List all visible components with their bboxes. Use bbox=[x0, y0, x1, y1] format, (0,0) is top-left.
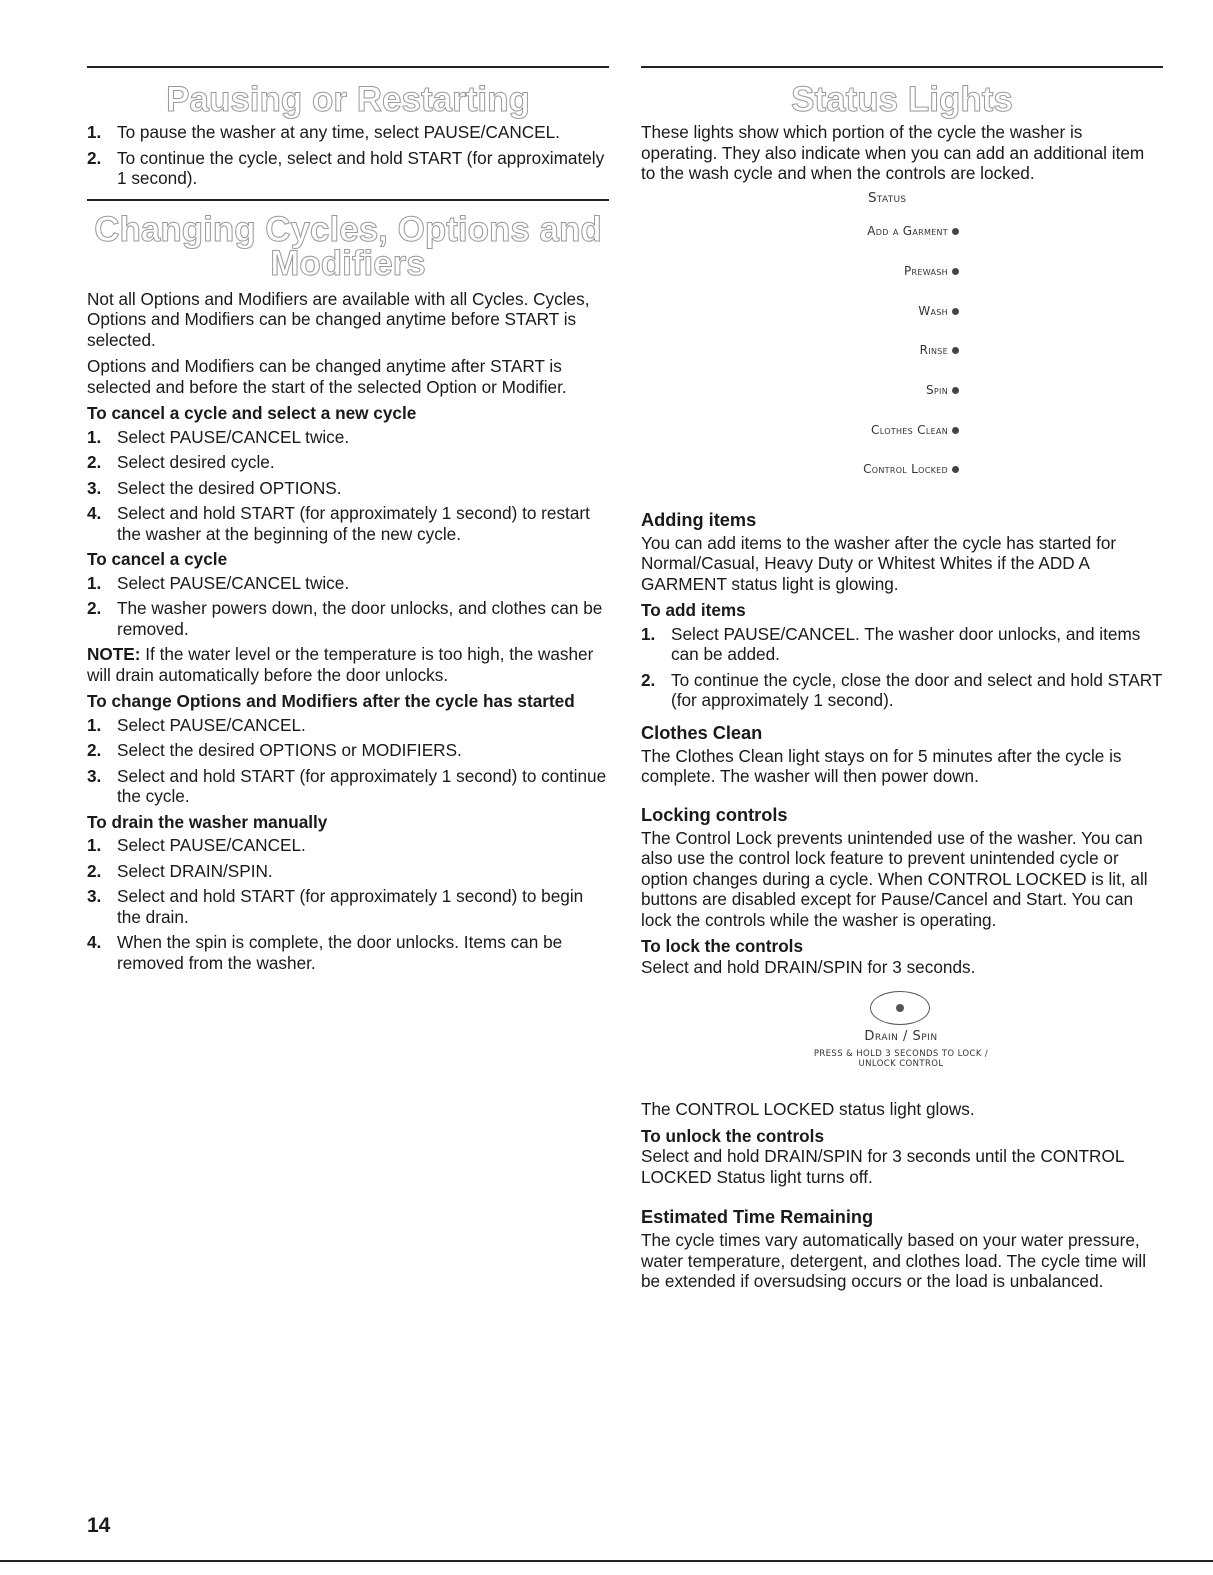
list-item: 2. Select the desired OPTIONS or MODIFIERS. bbox=[87, 740, 462, 760]
indicator-light-icon bbox=[896, 1004, 904, 1012]
cancel-new-heading: To cancel a cycle and select a new cycle bbox=[87, 403, 417, 423]
add-items-list bbox=[641, 624, 1163, 711]
change-options-heading: To change Options and Modifiers after the cycle has started bbox=[87, 691, 575, 711]
note: NOTE: If the water level or the temperature is too high, the washer will drain automatically before the door unlocks. bbox=[87, 644, 594, 685]
status-light-rinse: Rinse bbox=[920, 343, 959, 357]
change-options-list bbox=[87, 715, 609, 807]
drain-spin-label: Drain / Spin bbox=[864, 1029, 938, 1044]
status-panel bbox=[641, 190, 1163, 490]
pausing-list bbox=[87, 122, 609, 189]
list-item: 1. Select PAUSE/CANCEL. bbox=[87, 714, 306, 735]
status-light-spin: Spin bbox=[926, 383, 959, 397]
locking-controls-heading: Locking controls bbox=[641, 804, 788, 825]
control-locked-text: The CONTROL LOCKED status light glows. bbox=[641, 1099, 975, 1119]
section-rule bbox=[87, 66, 609, 68]
status-light-prewash: Prewash bbox=[904, 264, 959, 278]
list-item: 1. Select PAUSE/CANCEL. The washer door unlocks, and items can be added. bbox=[641, 623, 1141, 664]
pausing-title: Pausing or Restarting bbox=[166, 80, 530, 119]
section-rule bbox=[641, 66, 1163, 68]
add-items-heading: To add items bbox=[641, 600, 746, 620]
status-light-add-garment: Add a Garment bbox=[867, 224, 959, 238]
page-number: 14 bbox=[87, 1514, 111, 1537]
unlock-controls-heading: To unlock the controls bbox=[641, 1125, 825, 1146]
changing-para-1: Not all Options and Modifiers are available with all Cycles. Cycles, Options and Modifiers can be changed anytime before START is selected. bbox=[87, 288, 590, 350]
cancel-heading: To cancel a cycle bbox=[87, 549, 228, 569]
list-item: 2. To continue the cycle, select and hold START (for approximately 1 second). bbox=[87, 147, 605, 188]
status-light-control-locked: Control Locked bbox=[863, 462, 959, 476]
list-item: 1. Select PAUSE/CANCEL twice. bbox=[87, 572, 350, 593]
list-item: 4. When the spin is complete, the door unlocks. Items can be removed from the washer. bbox=[87, 932, 563, 973]
left-column bbox=[87, 66, 609, 978]
list-item: 2. Select desired cycle. bbox=[87, 452, 275, 472]
list-item: 2. To continue the cycle, close the door and select and hold START (for approximately 1 second). bbox=[641, 669, 1163, 710]
status-light-clothes-clean: Clothes Clean bbox=[871, 423, 959, 437]
status-intro: These lights show which portion of the cycle the washer is operating. They also indicate when you can add an additional item to the wash cycle and when the controls are locked. bbox=[641, 122, 1145, 183]
bottom-rule bbox=[0, 1560, 1213, 1562]
list-item: 3. Select the desired OPTIONS. bbox=[87, 477, 342, 498]
lock-controls-heading: To lock the controls bbox=[641, 936, 804, 956]
right-column bbox=[641, 66, 1163, 1298]
changing-title: Changing Cycles, Options and Modifiers bbox=[94, 209, 602, 283]
adding-items-heading: Adding items bbox=[641, 509, 757, 530]
list-item: 3. Select and hold START (for approximately 1 second) to continue the cycle. bbox=[87, 765, 607, 806]
adding-items-text: You can add items to the washer after the cycle has started for Normal/Casual, Heavy Duty or Whitest Whites if the ADD A GARMENT status light is glowing. bbox=[641, 532, 1117, 594]
lock-controls-text: Select and hold DRAIN/SPIN for 3 seconds. bbox=[641, 956, 976, 977]
clothes-clean-heading: Clothes Clean bbox=[641, 722, 763, 743]
list-item: 2. The washer powers down, the door unlocks, and clothes can be removed. bbox=[87, 598, 603, 639]
status-light-wash: Wash bbox=[918, 304, 959, 318]
drain-heading: To drain the washer manually bbox=[87, 811, 328, 832]
clothes-clean-text: The Clothes Clean light stays on for 5 minutes after the cycle is complete. The washer will then power down. bbox=[641, 745, 1122, 786]
indicator-light-icon bbox=[952, 387, 959, 394]
drain-spin-instructions: PRESS & HOLD 3 SECONDS TO LOCK / UNLOCK CONTROL bbox=[813, 1049, 989, 1069]
cancel-new-list bbox=[87, 427, 609, 545]
list-item: 3. Select and hold START (for approximately 1 second) to begin the drain. bbox=[87, 886, 584, 927]
drain-spin-button bbox=[870, 991, 930, 1025]
list-item: 1. Select PAUSE/CANCEL twice. bbox=[87, 426, 350, 447]
indicator-light-icon bbox=[952, 427, 959, 434]
list-item: 1. To pause the washer at any time, select PAUSE/CANCEL. bbox=[87, 122, 560, 142]
estimated-time-text: The cycle times vary automatically based on your water pressure, water temperature, detergent, and clothes load. The cycle time will be extended if oversudsing occurs or the load is unbalanced. bbox=[641, 1230, 1147, 1291]
drain-list bbox=[87, 835, 609, 973]
unlock-controls-text: Select and hold DRAIN/SPIN for 3 seconds until the CONTROL LOCKED Status light turns off. bbox=[641, 1146, 1124, 1187]
indicator-light-icon bbox=[952, 268, 959, 275]
indicator-light-icon bbox=[952, 228, 959, 235]
status-lights-title: Status Lights bbox=[791, 80, 1013, 119]
list-item: 2. Select DRAIN/SPIN. bbox=[87, 860, 273, 881]
changing-para-2: Options and Modifiers can be changed anytime after START is selected and before the start of the selected Option or Modifier. bbox=[87, 356, 567, 397]
drain-spin-illustration bbox=[641, 991, 1163, 1099]
locking-controls-text: The Control Lock prevents unintended use of the washer. You can also use the control lock feature to prevent unintended cycle or option changes during a cycle. When CONTROL LOCKED is lit, all buttons are disabled except for Pause/Cancel and Start. You can lock the controls while the washer is operating. bbox=[641, 827, 1148, 930]
list-item: 1. Select PAUSE/CANCEL. bbox=[87, 835, 306, 855]
cancel-list bbox=[87, 573, 609, 640]
indicator-light-icon bbox=[952, 466, 959, 473]
list-item: 4. Select and hold START (for approximately 1 second) to restart the washer at the beginning of the new cycle. bbox=[87, 503, 590, 544]
indicator-light-icon bbox=[952, 347, 959, 354]
estimated-time-heading: Estimated Time Remaining bbox=[641, 1207, 874, 1227]
status-panel-title: Status bbox=[868, 189, 907, 206]
section-rule bbox=[87, 199, 609, 201]
indicator-light-icon bbox=[952, 308, 959, 315]
